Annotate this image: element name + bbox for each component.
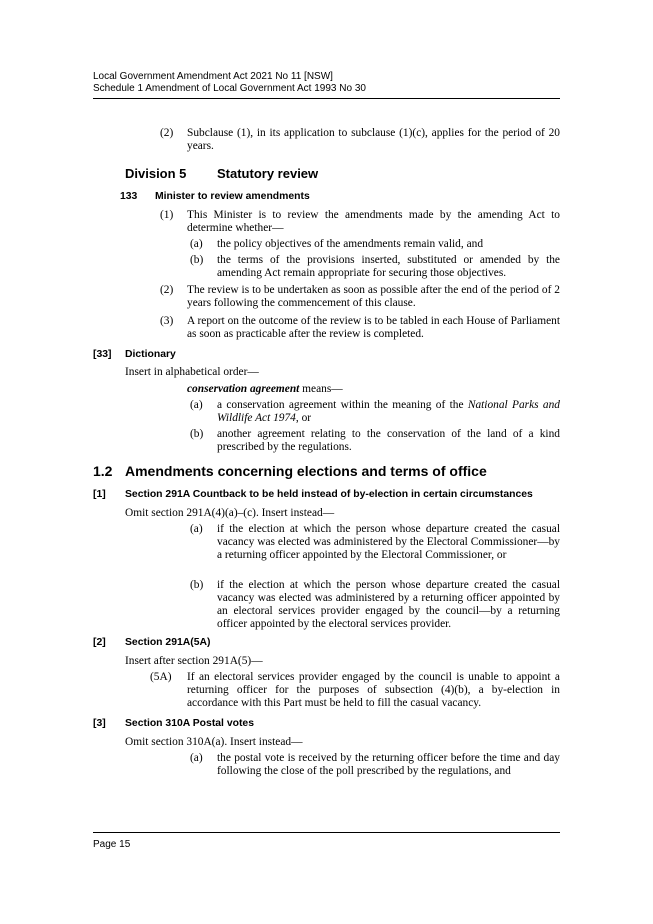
section-number: 133	[120, 191, 138, 202]
paragraph-number: (a)	[190, 523, 203, 535]
paragraph-number: (b)	[190, 428, 204, 440]
running-header-subtitle: Schedule 1 Amendment of Local Government Act 1993 No 30	[93, 83, 366, 94]
item-number: [33]	[93, 349, 112, 360]
paragraph-number: (a)	[190, 238, 203, 250]
subsection-text: The review is to be undertaken as soon as possible after the end of the period of 2 years following the commencement of this clause.	[187, 284, 560, 309]
paragraph-text: the terms of the provisions inserted, substituted or amended by the amending Act remain appropriate for securing those objectives.	[217, 254, 560, 279]
instruction-text: Omit section 310A(a). Insert instead—	[125, 736, 303, 748]
paragraph-text: a conservation agreement within the meaning of the National Parks and Wildlife Act 1974, or	[217, 399, 561, 424]
paragraph-text: the postal vote is received by the returning officer before the time and day following the close of the poll prescribed by the regulations, and	[217, 752, 560, 777]
division-label: Division 5	[125, 166, 187, 181]
instruction-text: Insert after section 291A(5)—	[125, 655, 263, 667]
running-header-title: Local Government Amendment Act 2021 No 11 [NSW]	[93, 71, 333, 82]
subclause-text: Subclause (1), in its application to subclause (1)(c), applies for the period of 20 years.	[187, 127, 560, 152]
paragraph-number: (b)	[190, 579, 204, 591]
paragraph-number: (a)	[190, 752, 203, 764]
item-title: Section 291A(5A)	[125, 637, 211, 648]
instruction-text: Omit section 291A(4)(a)–(c). Insert instead—	[125, 507, 335, 519]
item-number: [3]	[93, 718, 106, 729]
paragraph-text: if the election at which the person whose departure created the casual vacancy was elected was administered by the Electoral Commissioner—by a returning officer appointed by the Electoral Commissioner, or	[217, 523, 560, 561]
subsection-number: (3)	[160, 315, 174, 327]
division-title: Statutory review	[217, 166, 319, 181]
section-title: Minister to review amendments	[155, 191, 310, 202]
paragraph-number: (a)	[190, 399, 203, 411]
subsection-text: This Minister is to review the amendments made by the amending Act to determine whether—	[187, 209, 560, 234]
paragraph-text: the policy objectives of the amendments remain valid, and	[217, 238, 484, 250]
definition-line	[187, 383, 343, 396]
part-number: 1.2	[93, 463, 113, 479]
defined-term: conservation agreement	[187, 383, 300, 395]
page-number: Page 15	[93, 839, 131, 850]
paragraph-number: (b)	[190, 254, 204, 266]
header-rule	[93, 98, 560, 99]
item-number: [1]	[93, 489, 106, 500]
paragraph-text: another agreement relating to the conservation of the land of a kind prescribed by the regulations.	[217, 428, 560, 453]
item-title: Section 310A Postal votes	[125, 718, 254, 729]
subsection-number: (2)	[160, 284, 174, 296]
act-name: National Parks and Wildlife Act 1974	[217, 399, 561, 424]
subsection-text: A report on the outcome of the review is to be tabled in each House of Parliament as soon as practicable after the review is completed.	[187, 315, 560, 340]
item-title: Dictionary	[125, 349, 176, 360]
subsection-number: (1)	[160, 209, 174, 221]
item-title: Section 291A Countback to be held instead of by-election in certain circumstances	[125, 489, 533, 500]
paragraph-text: if the election at which the person whose departure created the casual vacancy was elected was administered by a returning officer appointed by an electoral services provider engaged by the council—by a returning officer appointed by the electoral services provider.	[217, 579, 560, 630]
instruction-text: Insert in alphabetical order—	[125, 366, 259, 378]
subclause-number: (2)	[160, 127, 174, 139]
part-title: Amendments concerning elections and terms of office	[125, 463, 487, 479]
item-number: [2]	[93, 637, 106, 648]
footer-rule	[93, 832, 560, 833]
subsection-text: If an electoral services provider engaged by the council is unable to appoint a returning officer for the purposes of subsection (4)(b), a by-election in accordance with this Part must be held to fill the casual vacancy.	[187, 671, 560, 709]
subsection-number: (5A)	[150, 671, 172, 683]
definition-means: means—	[299, 383, 343, 395]
